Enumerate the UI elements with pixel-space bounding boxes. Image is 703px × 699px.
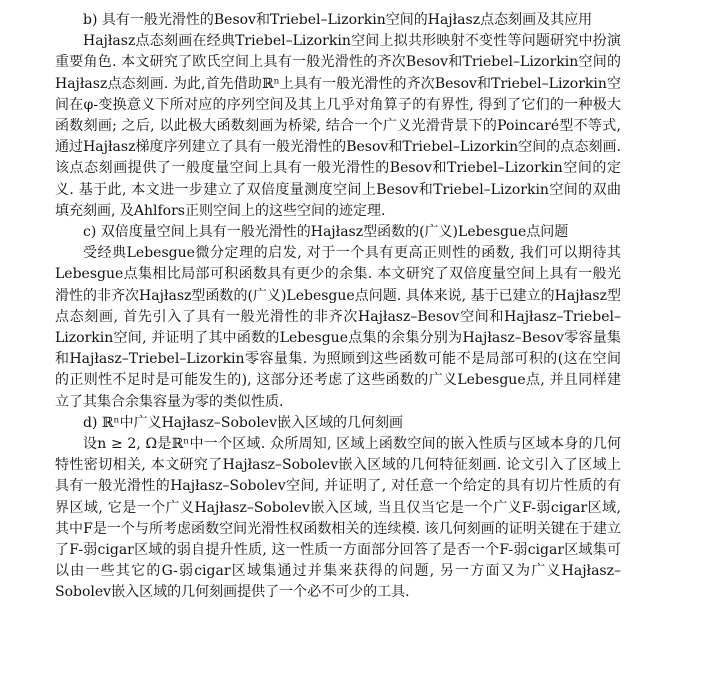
section-b-heading: b) 具有一般光滑性的Besov和Triebel–Lizorkin空间的Hajłasz点态刻画及其应用: [83, 12, 593, 28]
section-c-heading: c) 双倍度量空间上具有一般光滑性的Hajłasz型函数的(广义)Lebesgue点问题: [83, 224, 569, 241]
section-d-body: 设n ≥ 2, Ω是ℝⁿ中一个区域. 众所周知, 区域上函数空间的嵌入性质与区域本身的几何特性密切相关, 本文研究了Hajłasz–Sobolev嵌入区域的几何特征刻画. 论文引入了区域上具有一般光滑性的Hajłasz–Sobolev空间, 并证明了, 对任意一个给定的具有切片性质的有界区域, 它是一个广义Hajłasz–Sobolev嵌入区域, 当且仅当它是一个广义F-弱cigar区域, 其中F是一个与所考虑函数空间光滑性权函数相关的连续模. 该几何刻画的证明关键在于建立了F-弱cigar区域的弱自提升性质, 这一性质一方面部分回答了是否一个F-弱cigar区域集可以由一些其它的G-弱cigar区域集通过并集来获得的问题, 另一方面又为广义Hajłasz–Sobolev嵌入区域的几何刻画提供了一个必不可少的工具.: [55, 436, 621, 601]
document-page: [55, 10, 621, 604]
section-d-heading: d) ℝⁿ中广义Hajłasz–Sobolev嵌入区域的几何刻画: [83, 414, 403, 431]
section-b-body: Hajłasz点态刻画在经典Triebel–Lizorkin空间上拟共形映射不变性等问题研究中扮演重要角色. 本文研究了欧氏空间上具有一般光滑性的齐次Besov和Triebel–Lizorkin空间的Hajłasz点态刻画. 为此,首先借助ℝⁿ上具有一般光滑性的齐次Besov和Triebel–Lizorkin空间在φ-变换意义下所对应的序列空间及其上几乎对角算子的有界性, 得到了它们的一种极大函数刻画; 之后, 以此极大函数刻画为桥梁, 结合一个广义光滑背景下的Poincaré型不等式, 通过Hajłasz梯度序列建立了具有一般光滑性的Besov和Triebel–Lizorkin空间的点态刻画. 该点态刻画提供了一般度量空间上具有一般光滑性的Besov和Triebel–Lizorkin空间的定义. 基于此, 本文进一步建立了双倍度量测度空间上Besov和Triebel–Lizorkin空间的双曲填充刻画, 及Ahlfors正则空间上的这些空间的迹定理.: [55, 33, 621, 219]
section-c-body: 受经典Lebesgue微分定理的启发, 对于一个具有更高正则性的函数, 我们可以期待其Lebesgue点集相比局部可积函数具有更少的余集. 本文研究了双倍度量空间上具有一般光滑性的非齐次Hajłasz型函数的(广义)Lebesgue点问题. 具体来说, 基于已建立的Hajłasz型点态刻画, 首先引入了具有一般光滑性的非齐次Hajłasz–Besov空间和Hajłasz–Triebel–Lizorkin空间, 并证明了其中函数的Lebesgue点集的余集分别为Hajłasz–Besov零容量集和Hajłasz–Triebel–Lizorkin零容量集. 为照顾到这些函数可能不是局部可积的(这在空间的正则性不足时是可能发生的), 这部分还考虑了这些函数的广义Lebesgue点, 并且同样建立了其集合余集容量为零的类似性质.: [55, 245, 621, 410]
